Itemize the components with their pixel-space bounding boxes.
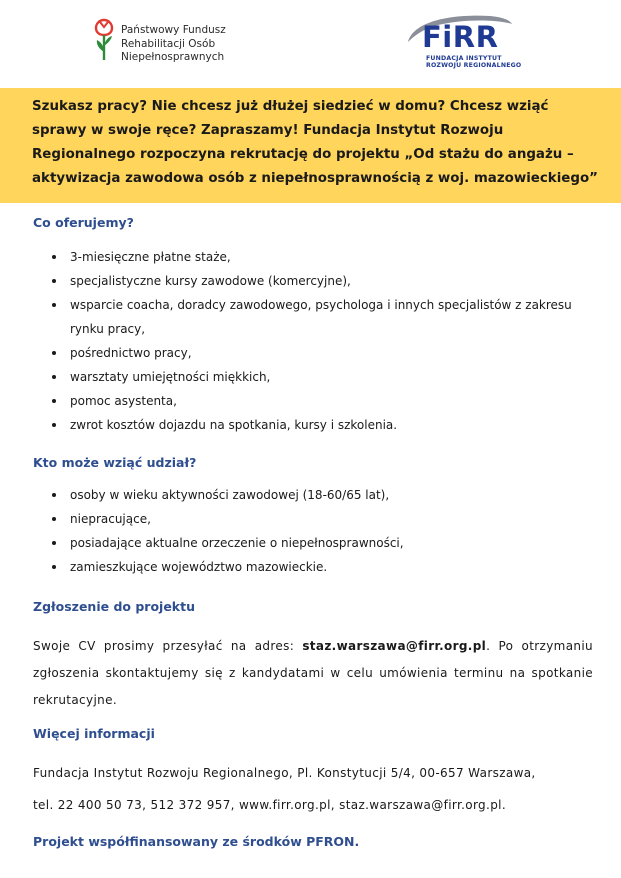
- funding-note: Projekt współfinansowany ze środków PFRON.: [33, 834, 360, 849]
- list-item: warsztaty umiejętności miękkich,: [50, 365, 590, 389]
- list-item: osoby w wieku aktywności zawodowej (18-60/65 lat),: [50, 483, 590, 507]
- application-text-before: Swoje CV prosimy przesyłać na adres:: [33, 639, 303, 653]
- more-info-contact: tel. 22 400 50 73, 512 372 957, www.firr.org.pl, staz.warszawa@firr.org.pl.: [33, 798, 507, 812]
- application-text-after: . Po otrzymaniu zgłoszenia skontaktujemy się z kandydatami w celu umówienia terminu na spotkanie rekrutacyjne.: [33, 639, 593, 707]
- list-item: zwrot kosztów dojazdu na spotkania, kursy i szkolenia.: [50, 413, 590, 437]
- application-text: [33, 633, 593, 714]
- firr-logo: [404, 12, 522, 72]
- application-email[interactable]: staz.warszawa@firr.org.pl: [302, 639, 487, 653]
- more-info-address: Fundacja Instytut Rozwoju Regionalnego, Pl. Konstytucji 5/4, 00-657 Warszawa,: [33, 766, 536, 780]
- list-item: posiadające aktualne orzeczenie o niepełnosprawności,: [50, 531, 590, 555]
- pfron-name: Państwowy Fundusz Rehabilitacji Osób Niepełnosprawnych: [121, 24, 226, 63]
- list-item: zamieszkujące województwo mazowieckie.: [50, 555, 590, 579]
- firr-wordmark: FiRR: [422, 20, 499, 54]
- application-title: Zgłoszenie do projektu: [33, 599, 195, 614]
- pfron-logo: [92, 16, 262, 68]
- offer-title: Co oferujemy?: [33, 215, 134, 230]
- firr-subtitle-2: ROZWOJU REGIONALNEGO: [426, 62, 522, 69]
- eligibility-list: [50, 483, 590, 579]
- eligibility-title: Kto może wziąć udział?: [33, 455, 197, 470]
- header: [0, 0, 621, 88]
- offer-list: [50, 245, 590, 437]
- list-item: pomoc asystenta,: [50, 389, 590, 413]
- list-item: pośrednictwo pracy,: [50, 341, 590, 365]
- intro-banner: [0, 88, 621, 203]
- list-item: wsparcie coacha, doradcy zawodowego, psychologa i innych specjalistów z zakresu rynku pracy,: [50, 293, 590, 341]
- intro-text: Szukasz pracy? Nie chcesz już dłużej siedzieć w domu? Chcesz wziąć sprawy w swoje ręce? Zapraszamy! Fundacja Instytut Rozwoju Regionalnego rozpoczyna rekrutację do projektu „Od stażu do angażu – aktywizacja zawodowa osób z niepełnosprawnością z woj. mazowieckiego”: [32, 99, 598, 186]
- more-info-title: Więcej informacji: [33, 726, 155, 741]
- tulip-icon: [92, 16, 116, 64]
- list-item: niepracujące,: [50, 507, 590, 531]
- list-item: 3-miesięczne płatne staże,: [50, 245, 590, 269]
- firr-subtitle-1: FUNDACJA INSTYTUT: [426, 55, 502, 62]
- list-item: specjalistyczne kursy zawodowe (komercyjne),: [50, 269, 590, 293]
